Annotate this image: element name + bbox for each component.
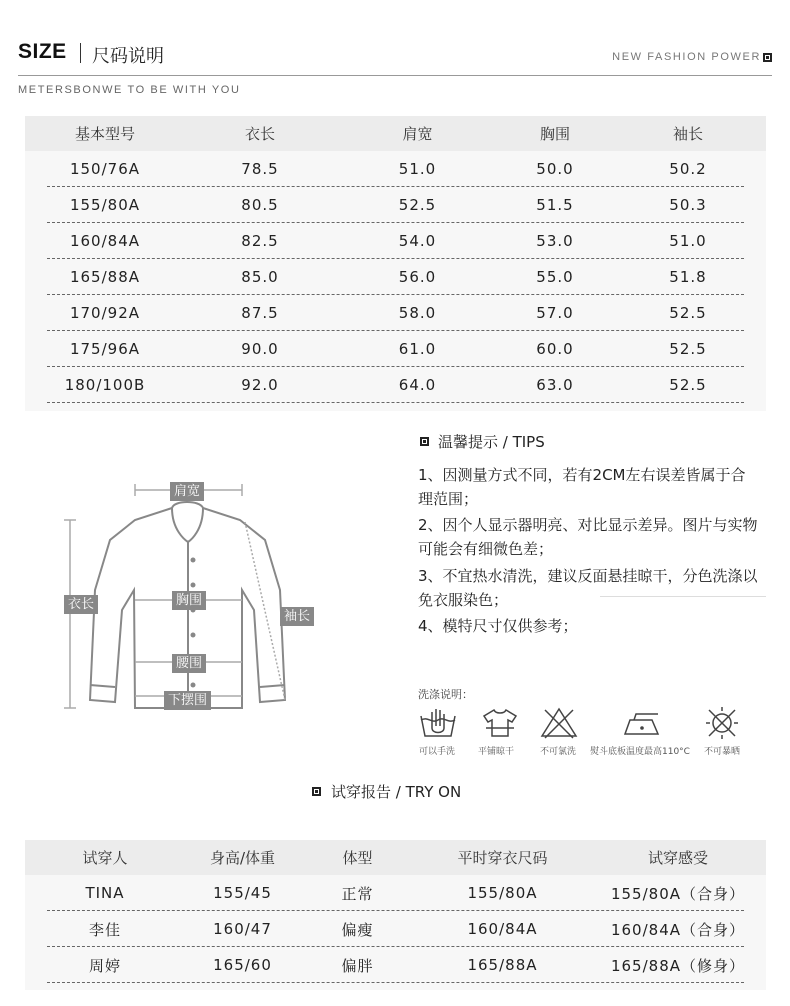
table-cell: 52.5 bbox=[669, 304, 707, 322]
size-table-header bbox=[25, 116, 766, 151]
table-cell: 165/88A bbox=[69, 268, 141, 286]
table-cell: 61.0 bbox=[398, 340, 437, 358]
table-cell: 165/88A（修身） bbox=[610, 956, 746, 975]
table-row bbox=[25, 331, 766, 367]
measurement-diagram bbox=[60, 470, 325, 720]
table-cell: 155/80A bbox=[69, 196, 141, 214]
table-cell: 160/84A bbox=[69, 232, 141, 250]
table-cell: 155/45 bbox=[213, 884, 272, 902]
table-cell: 55.0 bbox=[536, 268, 574, 286]
try-on-title bbox=[312, 781, 461, 802]
title-divider bbox=[80, 43, 81, 63]
table-cell: 155/80A bbox=[467, 884, 538, 902]
square-bullet-icon bbox=[312, 787, 321, 796]
table-cell: 偏瘦 bbox=[341, 920, 374, 939]
header-rule bbox=[18, 75, 772, 76]
wash-label: 平铺晾干 bbox=[478, 747, 515, 757]
table-cell: 82.5 bbox=[241, 232, 279, 250]
wash-label: 不可暴晒 bbox=[704, 747, 741, 757]
table-cell: 50.2 bbox=[669, 160, 707, 178]
chest-label: 胸围 bbox=[172, 591, 206, 610]
table-cell: 165/88A bbox=[467, 956, 538, 974]
column-header: 肩宽 bbox=[402, 125, 433, 143]
table-cell: 54.0 bbox=[398, 232, 437, 250]
table-cell: 150/76A bbox=[69, 160, 141, 178]
wash-label: 可以手洗 bbox=[419, 747, 456, 757]
shoulder-width-label: 肩宽 bbox=[170, 482, 204, 501]
tip-item: 1、因测量方式不同，若有2CM左右误差皆属于合理范围； bbox=[418, 466, 746, 508]
wash-label: 不可氯洗 bbox=[540, 747, 577, 757]
tips-divider bbox=[600, 596, 766, 597]
no-sun-icon bbox=[702, 706, 742, 740]
table-cell: 53.0 bbox=[536, 232, 574, 250]
table-cell: 50.0 bbox=[536, 160, 574, 178]
try-on-table bbox=[25, 840, 766, 990]
tips-title bbox=[420, 431, 545, 452]
table-cell: 92.0 bbox=[241, 376, 279, 394]
table-cell: 155/80A（合身） bbox=[610, 884, 746, 903]
table-row bbox=[25, 947, 766, 983]
tip-item: 2、因个人显示器明亮、对比显示差异。图片与实物可能会有细微色差； bbox=[418, 516, 758, 558]
table-row bbox=[25, 875, 766, 911]
table-cell: 87.5 bbox=[241, 304, 279, 322]
table-cell: 60.0 bbox=[536, 340, 574, 358]
tagline bbox=[612, 51, 772, 63]
table-cell: 52.5 bbox=[398, 196, 437, 214]
waist-label: 腰围 bbox=[172, 654, 206, 673]
no-bleach-icon bbox=[539, 706, 579, 740]
square-bullet-icon bbox=[763, 53, 772, 62]
table-cell: 175/96A bbox=[69, 340, 141, 358]
table-cell: 52.5 bbox=[669, 376, 707, 394]
table-cell: 160/47 bbox=[213, 920, 272, 938]
column-header: 基本型号 bbox=[74, 125, 135, 143]
column-header: 衣长 bbox=[244, 125, 275, 143]
tips-title-text: 温馨提示 / TIPS bbox=[438, 433, 545, 451]
table-cell: 63.0 bbox=[536, 376, 574, 394]
column-header: 试穿人 bbox=[82, 849, 128, 867]
washing-title: 洗涤说明： bbox=[418, 688, 473, 701]
table-cell: 58.0 bbox=[398, 304, 437, 322]
table-row bbox=[25, 151, 766, 187]
table-cell: 57.0 bbox=[536, 304, 574, 322]
table-cell: 51.8 bbox=[669, 268, 707, 286]
column-header: 胸围 bbox=[539, 125, 570, 143]
table-cell: 160/84A（合身） bbox=[610, 920, 746, 939]
square-bullet-icon bbox=[420, 437, 429, 446]
table-cell: 160/84A bbox=[467, 920, 538, 938]
table-cell: 56.0 bbox=[398, 268, 437, 286]
page-title: SIZE bbox=[18, 40, 67, 63]
column-header: 试穿感受 bbox=[647, 849, 708, 867]
table-cell: 周婷 bbox=[88, 956, 121, 975]
table-cell: 90.0 bbox=[241, 340, 279, 358]
table-cell: 165/60 bbox=[213, 956, 272, 974]
flat-dry-icon bbox=[480, 706, 520, 740]
table-cell: 64.0 bbox=[398, 376, 437, 394]
brand-subtitle: METERSBONWE TO BE WITH YOU bbox=[18, 84, 241, 96]
table-cell: 170/92A bbox=[69, 304, 141, 322]
table-cell: TINA bbox=[85, 884, 125, 902]
hand-wash-icon bbox=[418, 706, 458, 740]
size-table bbox=[25, 116, 766, 411]
table-cell: 51.0 bbox=[669, 232, 707, 250]
column-header: 袖长 bbox=[672, 125, 703, 143]
table-row bbox=[25, 259, 766, 295]
table-cell: 52.5 bbox=[669, 340, 707, 358]
column-header: 体型 bbox=[342, 849, 373, 867]
table-row bbox=[25, 367, 766, 403]
sleeve-label: 袖长 bbox=[280, 607, 314, 626]
column-header: 平时穿衣尺码 bbox=[457, 849, 548, 867]
tip-item: 3、不宜热水清洗，建议反面悬挂晾干，分色洗涤以免衣服染色； bbox=[418, 567, 758, 609]
try-on-table-header bbox=[25, 840, 766, 875]
table-cell: 李佳 bbox=[88, 920, 121, 939]
table-row bbox=[25, 187, 766, 223]
table-row bbox=[25, 911, 766, 947]
tip-item: 4、模特尺寸仅供参考； bbox=[418, 617, 578, 635]
table-cell: 85.0 bbox=[241, 268, 279, 286]
length-label: 衣长 bbox=[64, 595, 98, 614]
try-on-title-text: 试穿报告 / TRY ON bbox=[331, 783, 462, 801]
table-row bbox=[25, 223, 766, 259]
table-cell: 正常 bbox=[341, 884, 374, 903]
table-cell: 80.5 bbox=[241, 196, 279, 214]
page-title-cn: 尺码说明 bbox=[92, 46, 164, 67]
iron-icon bbox=[622, 706, 662, 740]
table-cell: 78.5 bbox=[241, 160, 279, 178]
column-header: 身高/体重 bbox=[209, 849, 276, 867]
table-cell: 180/100B bbox=[64, 376, 146, 394]
table-cell: 51.5 bbox=[536, 196, 574, 214]
tagline-text: NEW FASHION POWER bbox=[612, 51, 761, 63]
table-row bbox=[25, 295, 766, 331]
table-cell: 51.0 bbox=[398, 160, 437, 178]
hem-label: 下摆围 bbox=[164, 691, 211, 710]
table-cell: 偏胖 bbox=[341, 956, 374, 975]
wash-label: 熨斗底板温度最高110°C bbox=[590, 747, 690, 757]
table-cell: 50.3 bbox=[669, 196, 707, 214]
